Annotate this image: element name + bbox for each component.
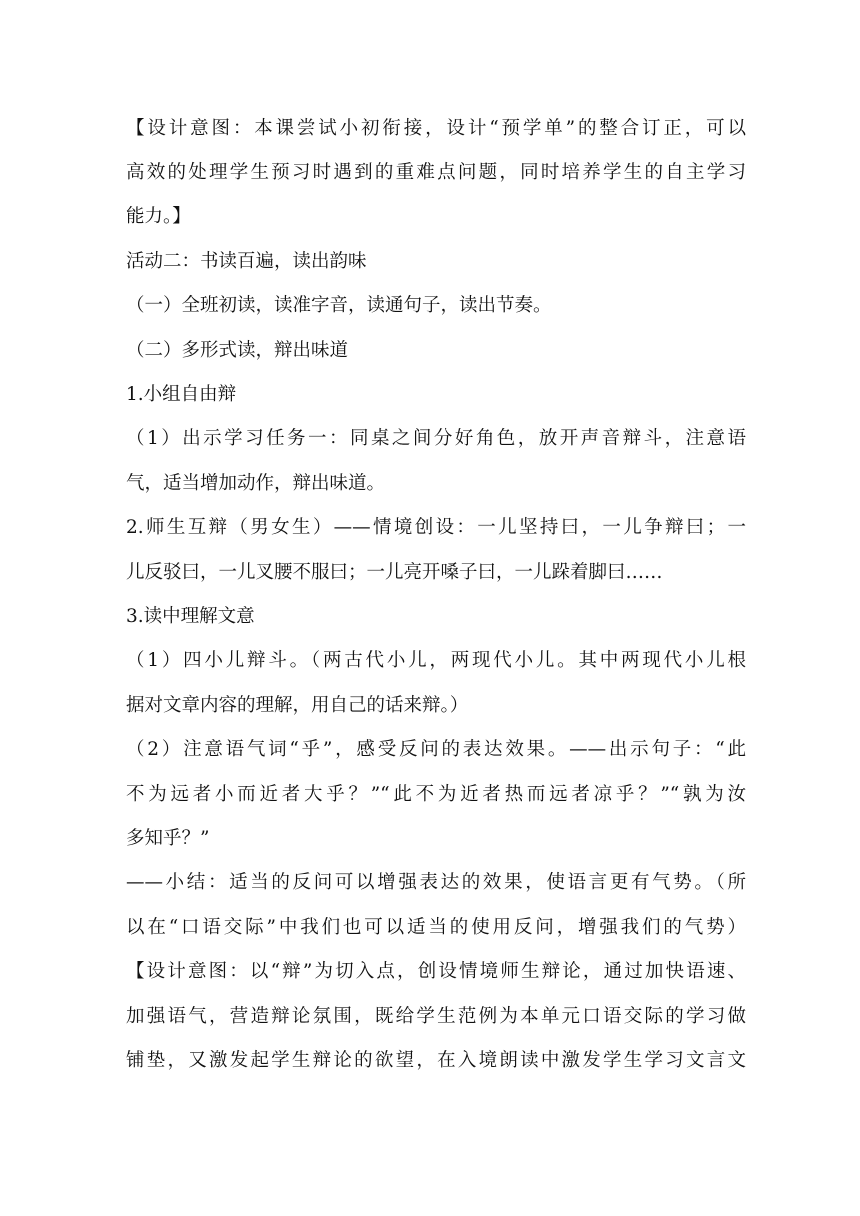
paragraph-line: 铺垫，又激发起学生辩论的欲望，在入境朗读中激发学生学习文言文 bbox=[126, 1050, 746, 1071]
subsection-heading: （一）全班初读，读准字音，读通句子，读出节奏。 bbox=[126, 295, 552, 316]
section-heading: 活动二：书读百遍，读出韵味 bbox=[126, 251, 367, 272]
paragraph-line: 加强语气，营造辩论氛围，既给学生范例为本单元口语交际的学习做 bbox=[126, 1006, 746, 1027]
list-item: 1.小组自由辩 bbox=[126, 384, 237, 405]
subsection-heading: （二）多形式读，辩出味道 bbox=[126, 340, 349, 361]
paragraph-line: （1）出示学习任务一：同桌之间分好角色，放开声音辩斗，注意语 bbox=[126, 428, 746, 449]
list-item: 2.师生互辩（男女生）——情境创设：一儿坚持曰，一儿争辩曰；一 bbox=[126, 517, 746, 538]
paragraph-line: 以在“口语交际”中我们也可以适当的使用反问，增强我们的气势） bbox=[126, 917, 746, 938]
paragraph-line: 不为远者小而近者大乎？”“此不为近者热而远者凉乎？”“孰为汝 bbox=[126, 784, 746, 805]
paragraph-line: ——小结：适当的反问可以增强表达的效果，使语言更有气势。（所 bbox=[126, 872, 746, 893]
paragraph-line: 【设计意图：本课尝试小初衔接，设计“预学单”的整合订正，可以 bbox=[126, 118, 746, 139]
paragraph-line: 【设计意图：以“辩”为切入点，创设情境师生辩论，通过加快语速、 bbox=[126, 961, 746, 982]
paragraph-line: 多知乎？” bbox=[126, 828, 210, 849]
paragraph-line: 气，适当增加动作，辩出味道。 bbox=[126, 473, 386, 494]
paragraph-line: 儿反驳曰，一儿叉腰不服曰；一儿亮开嗓子曰，一儿跺着脚曰…… bbox=[126, 562, 663, 583]
paragraph-line: （2）注意语气词“乎”，感受反问的表达效果。——出示句子：“此 bbox=[126, 739, 746, 760]
paragraph-line: 据对文章内容的理解，用自己的话来辩。） bbox=[126, 695, 469, 716]
paragraph-line: （1）四小儿辩斗。（两古代小儿，两现代小儿。其中两现代小儿根 bbox=[126, 650, 746, 671]
paragraph-line: 能力。】 bbox=[126, 206, 191, 227]
list-item: 3.读中理解文意 bbox=[126, 606, 255, 627]
paragraph-line: 高效的处理学生预习时遇到的重难点问题，同时培养学生的自主学习 bbox=[126, 162, 746, 183]
